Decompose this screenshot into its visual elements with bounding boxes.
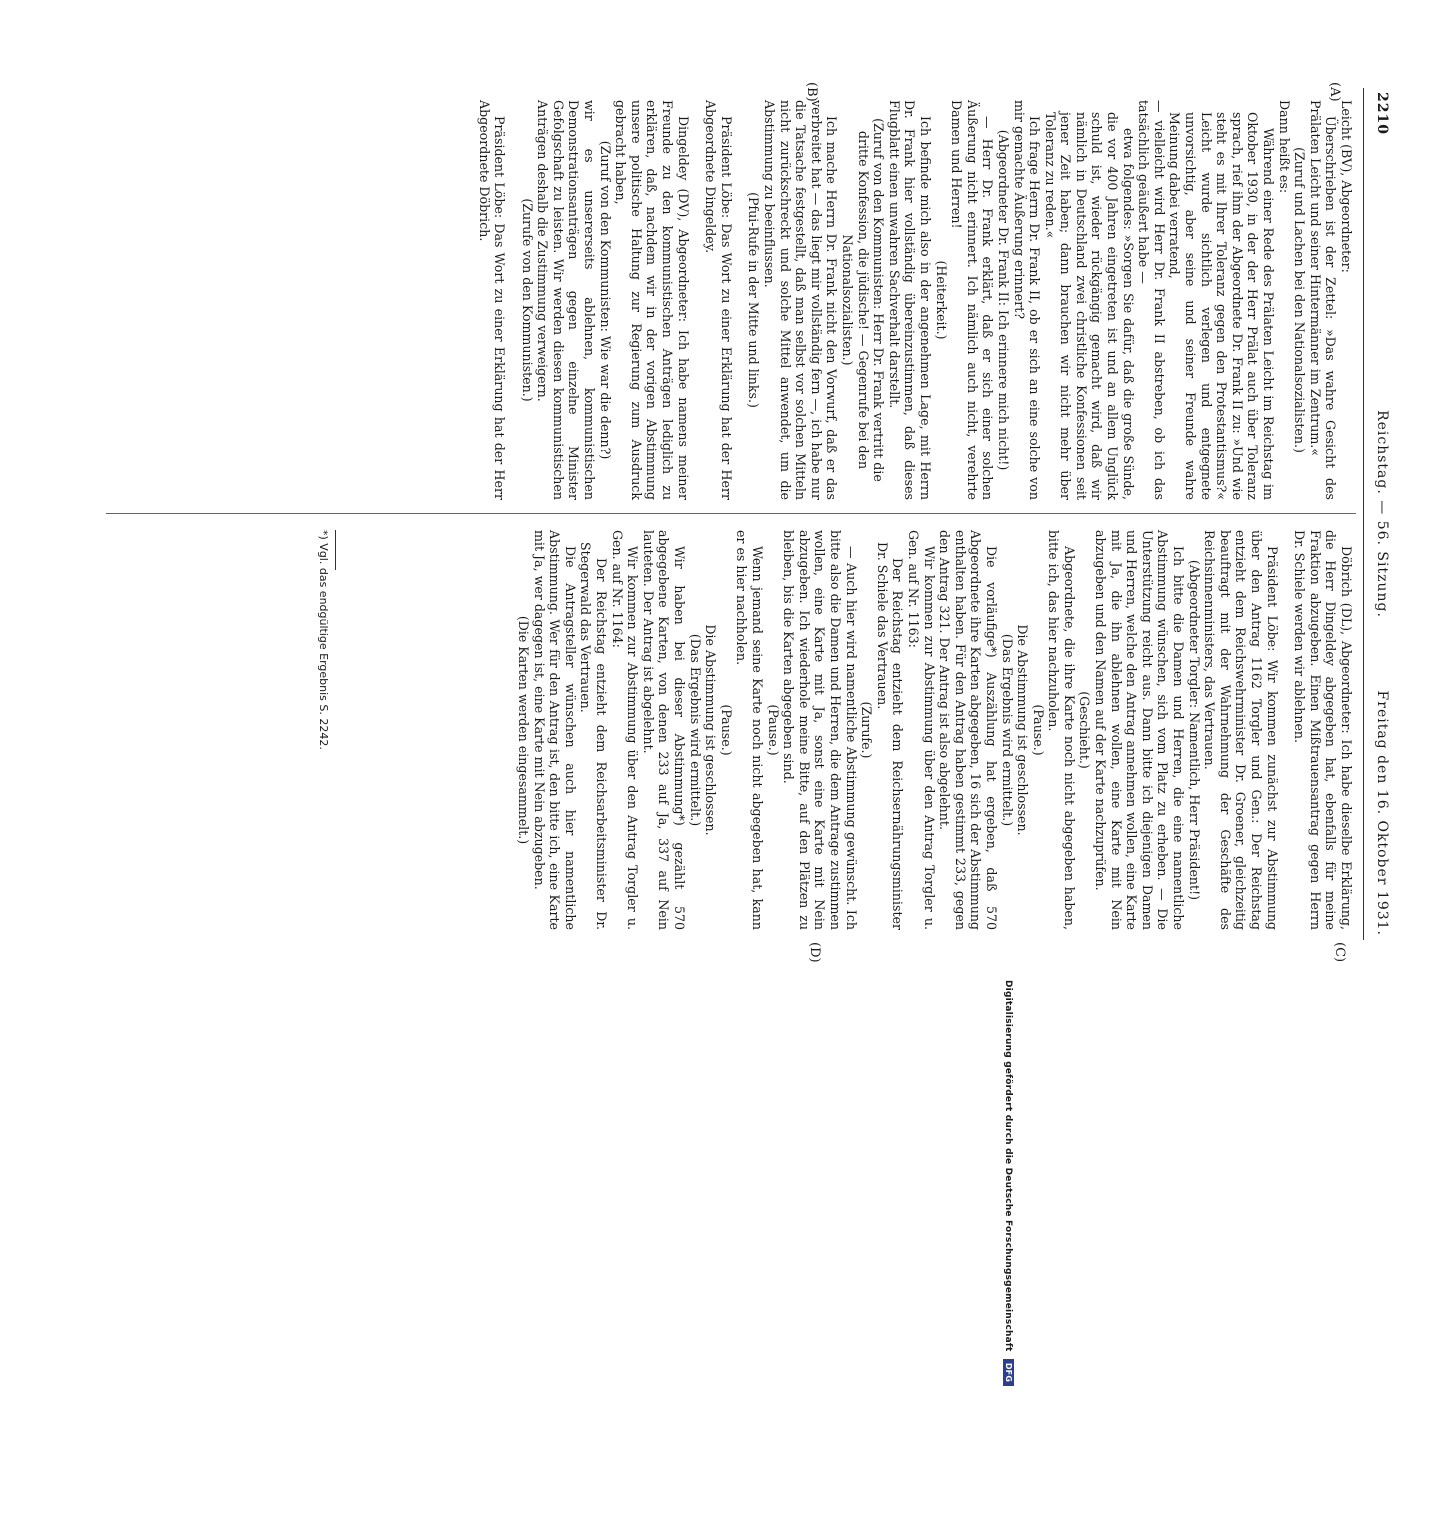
interjection: (Das Ergebnis wird ermittelt.): [999, 633, 1015, 827]
paragraph: Ich frage Herrn Dr. Frank II, ob er sich an eine solche von mir gemachte Äußerung erinnert?: [1011, 100, 1043, 500]
interjection: (Die Karten werden eingesammelt.): [516, 615, 532, 845]
quotation: etwa folgendes: »Sorgen Sie dafür, daß die große Sünde, die vor 400 Jahren eingetreten ist und an allem Unglück schuld ist, wieder rückgängig gemacht wird, daß wir nämlich in Deutschland zwei christliche Konfessionen seit jener Zeit haben; dann brauchen wir nicht mehr über Toleranz zu reden.«: [1042, 112, 1136, 500]
dfg-logo: DFG: [1003, 1359, 1014, 1386]
column-divider: [106, 513, 1356, 514]
interjection: (Pause.): [1030, 704, 1046, 756]
paragraph: — vielleicht wird Herr Dr. Frank II abstreben, ob ich das tatsächlich geäußert habe —: [1136, 100, 1167, 500]
paragraph: Abgeordnete, die ihre Karte noch nicht abgegeben haben, bitte ich, das hier nachzuholen.: [1046, 530, 1077, 930]
speaker-paragraph: Präsident Löbe: Wir kommen zunächst zur Abstimmung über den Antrag 1162 Torgler und Gen.: Der Reichstag entzieht dem Reichswehrminister Dr. Groener, gleichzeitig beauftragt mit der Wahrnehmung der Geschäfte des Reichsinnenministers, das Vertrauen.: [1202, 530, 1280, 930]
interjection: (Geschieht.): [1077, 691, 1093, 769]
paragraph: — Herr Dr. Frank erklärt, daß er sich einer solchen Äußerung nicht erinnert. Ich nämlich auch nicht, verehrte Damen und Herren!: [949, 100, 996, 500]
interjection: (Zurufe.): [859, 701, 875, 759]
paragraph: — Auch hier wird namentliche Abstimmung gewünscht. Ich bitte also die Damen und Herren, die dem Antrage zustimmen wollen, eine Karte mit Ja, sonst eine Karte mit Nein abzugeben. Ich wiederhole meine Bitte, auf den Plätzen zu bleiben, bis die Karten abgegeben sind.: [781, 530, 859, 930]
paragraph: Ich mache Herrn Dr. Frank nicht den Vorwurf, daß er das verbreitet hat — das liegt mir vollständig fern —, ich habe nur die Tatsache festgestellt, daß man selbst vor solchen Mitteln nicht zurückschreckt und solche Mittel anwendet, um die Abstimmung zu beeinflussen.: [762, 100, 840, 500]
margin-mark-a: (A): [1327, 82, 1342, 102]
interjection: (Zurufe von den Kommunisten.): [519, 198, 535, 402]
interjection: (Pfui-Rufe in der Mitte und links.): [746, 192, 762, 408]
interjection: (Abgeordneter Torgler: Namentlich, Herr Präsident!): [1186, 559, 1202, 901]
paragraph: Die vorläufige*) Auszählung hat ergeben, daß 570 Abgeordnete ihre Karten abgegeben, 16 sich der Abstimmung enthalten haben. Für den Antrag haben gestimmt 233, gegen den Antrag 321. Der Antrag ist also abgelehnt.: [937, 530, 999, 930]
footnote: *) Vgl. das endgültige Ergebnis S. 2242.: [317, 530, 330, 750]
interjection: (Pause.): [718, 704, 734, 756]
digitization-credit: [1000, 980, 1014, 1540]
left-column: [476, 100, 1354, 500]
footnote-rule: [335, 530, 336, 570]
interjection: (Das Ergebnis wird ermittelt.): [687, 633, 703, 827]
interjection: (Abgeordneter Dr. Frank II: Ich erinnere mich nicht!): [995, 129, 1011, 471]
paragraph: Die Antragsteller wünschen auch hier namentliche Abstimmung. Wer für den Antrag ist, den bitte ich, eine Karte mit Ja, wer dagegen ist, eine Karte mit Nein abzugeben.: [531, 530, 578, 930]
quotation: Während einer Rede des Prälaten Leicht im Reichstag im Oktober 1930, in der der Herr Prälat auch über Toleranz sprach, rief ihm der Abgeordnete Dr. Frank II zu: »Und wie steht es mit Ihrer Toleranz gegen den Protestantismus?« Leicht wurde sichtlich verlegen und entgegnete unvorsichtig, aber seine und seiner Freunde wahre Meinung dabei verratend,: [1167, 112, 1277, 500]
paragraph: Wir kommen zur Abstimmung über den Antrag Torgler u. Gen. auf Nr. 1163:: [905, 530, 937, 930]
margin-mark-d: (D): [807, 942, 822, 963]
page-header: [1366, 92, 1390, 936]
speaker-paragraph: Dingeldey (DV), Abgeordneter: Ich habe namens meiner Freunde zu den kommunistischen Anträgen lediglich zu erklären, daß, nachdem wir in der vorigen Abstimmung unsere politische Haltung zur Regierung zum Ausdruck gebracht haben,: [613, 100, 691, 500]
margin-mark-c: (C): [1332, 942, 1347, 963]
interjection: (Pause.): [765, 704, 781, 756]
header-rule: [1363, 88, 1364, 940]
motion-text: Der Reichstag entzieht dem Reichsarbeitsminister Dr. Stegerwald das Vertrauen.: [578, 542, 610, 930]
paragraph: wir es unsererseits ablehnen, kommunistischen Demonstrationsanträgen gegen einzelne Minister Gefolgschaft zu leisten. Wir werden diesen kommunistischen Anträgen deshalb die Zustimmung verweigern.: [535, 100, 598, 500]
speaker-paragraph: Präsident Löbe: Das Wort zu einer Erklärung hat der Herr Abgeordnete Dingeldey.: [703, 100, 734, 500]
paragraph: Wenn jemand seine Karte noch nicht abgegeben hat, kann er es hier nachholen.: [734, 530, 766, 930]
paragraph: Dann heißt es:: [1276, 100, 1292, 194]
paragraph: Ich bitte die Damen und Herren, die eine namentliche Abstimmung wünschen, sich vom Platz zu erheben. — Die Unterstützung reicht aus. Dann bitte ich diejenigen Damen und Herren, welche den Antrag annehmen wollen, eine Karte mit Ja, die ihn ablehnen wollen, eine Karte mit Nein abzugeben und den Namen auf der Karte nachzuprüfen.: [1093, 530, 1187, 930]
paragraph: Leicht (BV), Abgeordneter:: [1339, 100, 1354, 273]
paragraph: Ich befinde mich also in der angenehmen Lage, mit Herrn Dr. Frank hier vollständig übereinzustimmen, daß dieses Flugblatt einen unwahren Sachverhalt darstellt.: [886, 100, 933, 500]
session-date: Freitag den 16. Oktober 1931.: [1374, 690, 1390, 936]
credit-text: Digitalisierung gefördert durch die Deutsche Forschungsgemeinschaft: [1003, 980, 1013, 1352]
interjection: (Zuruf von den Kommunisten: Herr Dr. Frank vertritt die dritte Konfession, die jüdische! — Gegenrufe bei den Nationalsozialisten.): [840, 118, 887, 482]
interjection: (Zuruf und Lachen bei den Nationalsozialisten.): [1292, 147, 1308, 453]
paragraph: Wir kommen zur Abstimmung über den Antrag Torgler u. Gen. auf Nr. 1164:: [609, 530, 641, 930]
page-number: 2210: [1374, 92, 1390, 135]
speaker-paragraph: Döbrich (DL), Abgeordneter: Ich habe dieselbe Erklärung, die Herr Dingeldey abgegeben hat, ebenfalls für meine Fraktion abzugeben. Einen Mißtrauensantrag gegen Herrn Dr. Schiele werden wir ablehnen.: [1292, 530, 1354, 930]
running-title: Reichstag. — 56. Sitzung.: [1374, 410, 1390, 618]
paragraph: Die Abstimmung ist geschlossen.: [703, 624, 719, 836]
speaker-paragraph: Präsident Löbe: Das Wort zu einer Erklärung hat der Herr Abgeordnete Döbrich.: [476, 100, 508, 500]
motion-text: Der Reichstag entzieht dem Reichsernährungsminister Dr. Schiele das Vertrauen.: [874, 542, 906, 930]
margin-mark-b: (B): [804, 82, 819, 102]
right-column: [516, 530, 1354, 930]
paragraph: Wir haben bei dieser Abstimmung*) gezählt 570 abgegebene Karten, von denen 233 auf Ja, 337 auf Nein lauteten. Der Antrag ist abgelehnt.: [640, 530, 688, 930]
interjection: (Heiterkeit.): [933, 260, 949, 340]
paragraph: Die Abstimmung ist geschlossen.: [1015, 624, 1031, 836]
paragraph: Überschrieben ist der Zettel: »Das wahre Gesicht des Prälaten Leicht und seiner Hintermänner im Zentrum.«: [1307, 100, 1339, 500]
interjection: (Zuruf von den Kommunisten: Wie war die denn?): [597, 140, 613, 460]
